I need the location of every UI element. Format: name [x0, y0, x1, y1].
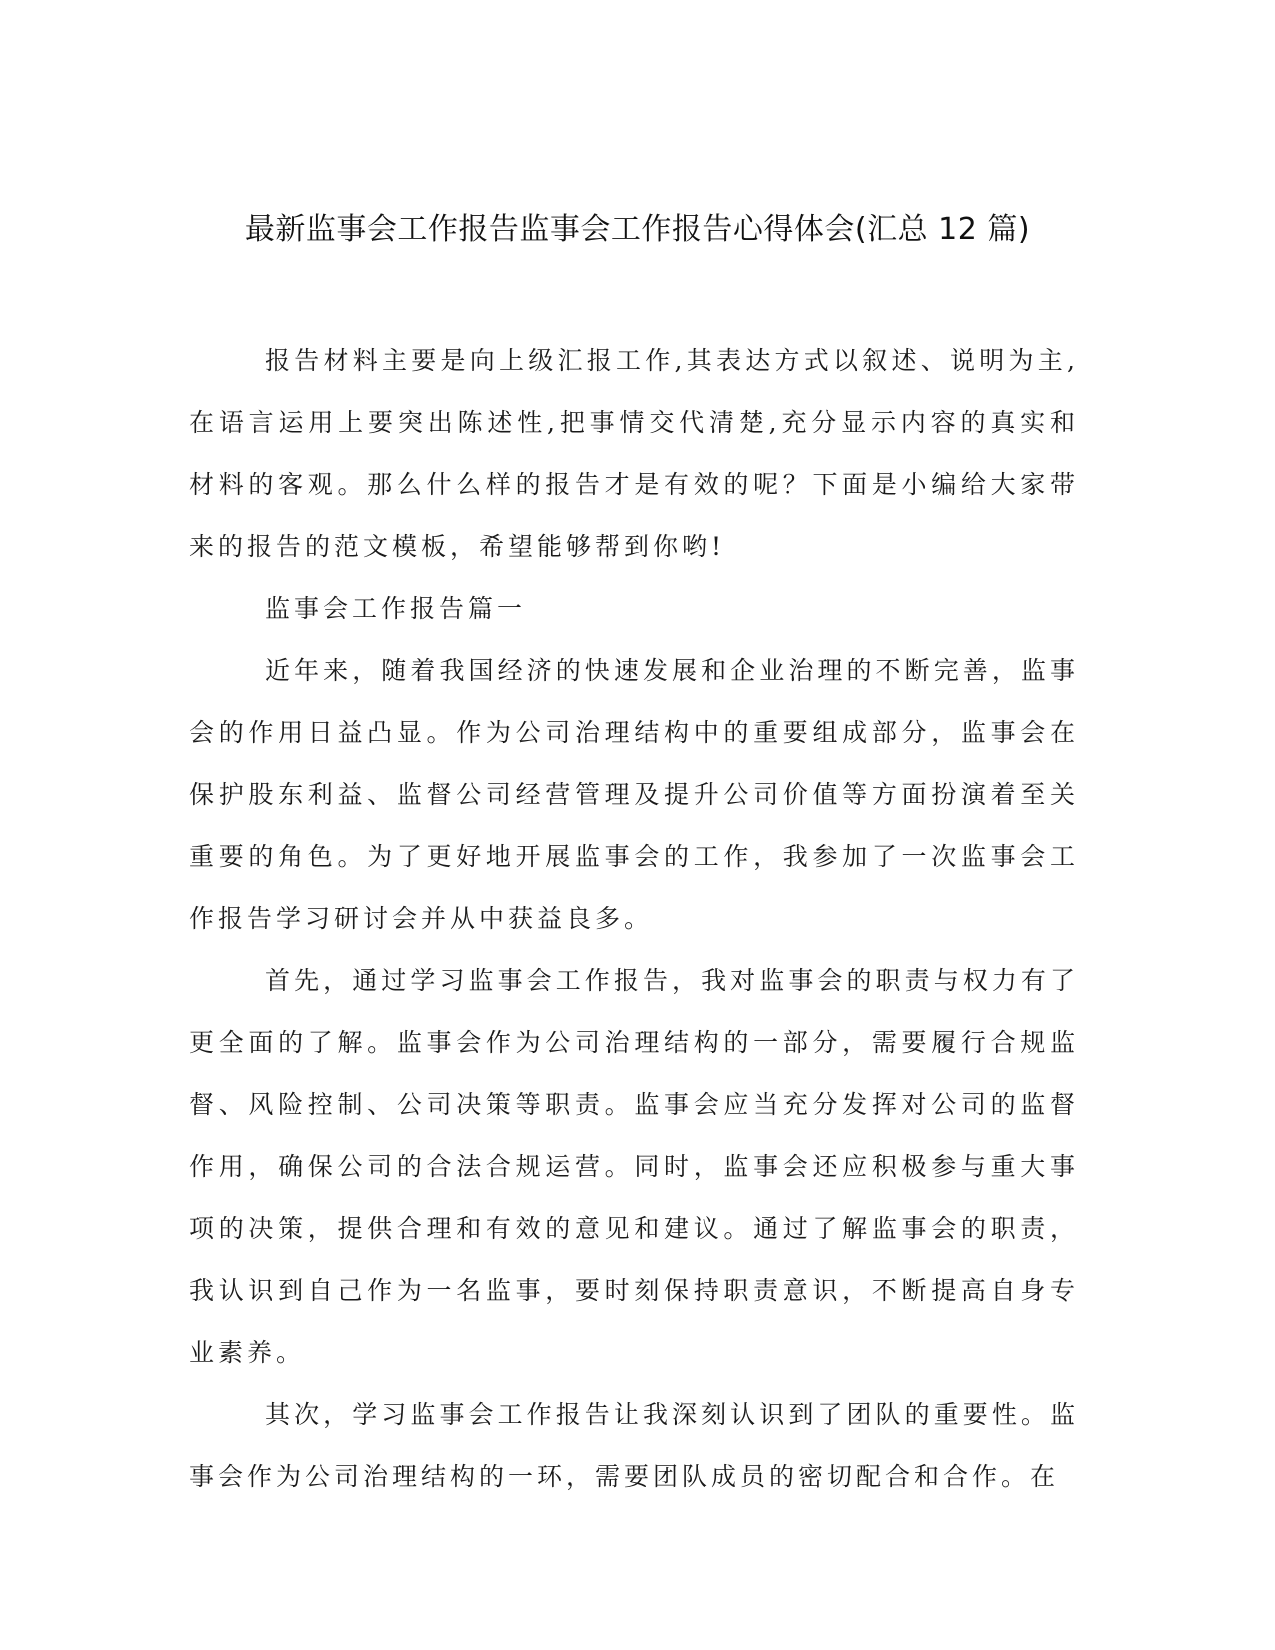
intro-paragraph: 报告材料主要是向上级汇报工作,其表达方式以叙述、说明为主,在语言运用上要突出陈述性,把事情交代清楚,充分显示内容的真实和材料的客观。那么什么样的报告才是有效的呢？下面是小编给大家带来的报告的范文模板，希望能够帮到你哟!: [189, 346, 1079, 561]
body-paragraph: 首先，通过学习监事会工作报告，我对监事会的职责与权力有了更全面的了解。监事会作为公司治理结构的一部分，需要履行合规监督、风险控制、公司决策等职责。监事会应当充分发挥对公司的监督作用，确保公司的合法合规运营。同时，监事会还应积极参与重大事项的决策，提供合理和有效的意见和建议。通过了解监事会的职责，我认识到自己作为一名监事，要时刻保持职责意识，不断提高自身专业素养。: [189, 966, 1079, 1367]
body-paragraph: 近年来，随着我国经济的快速发展和企业治理的不断完善，监事会的作用日益凸显。作为公司治理结构中的重要组成部分，监事会在保护股东利益、监督公司经营管理及提升公司价值等方面扮演着至关重要的角色。为了更好地开展监事会的工作，我参加了一次监事会工作报告学习研讨会并从中获益良多。: [189, 656, 1079, 933]
document-title: 最新监事会工作报告监事会工作报告心得体会(汇总 12 篇): [244, 212, 1031, 247]
section-heading: 监事会工作报告篇一: [265, 594, 527, 623]
document-body: [189, 330, 1079, 1508]
body-paragraph: 其次，学习监事会工作报告让我深刻认识到了团队的重要性。监事会作为公司治理结构的一环，需要团队成员的密切配合和合作。在: [189, 1400, 1079, 1491]
